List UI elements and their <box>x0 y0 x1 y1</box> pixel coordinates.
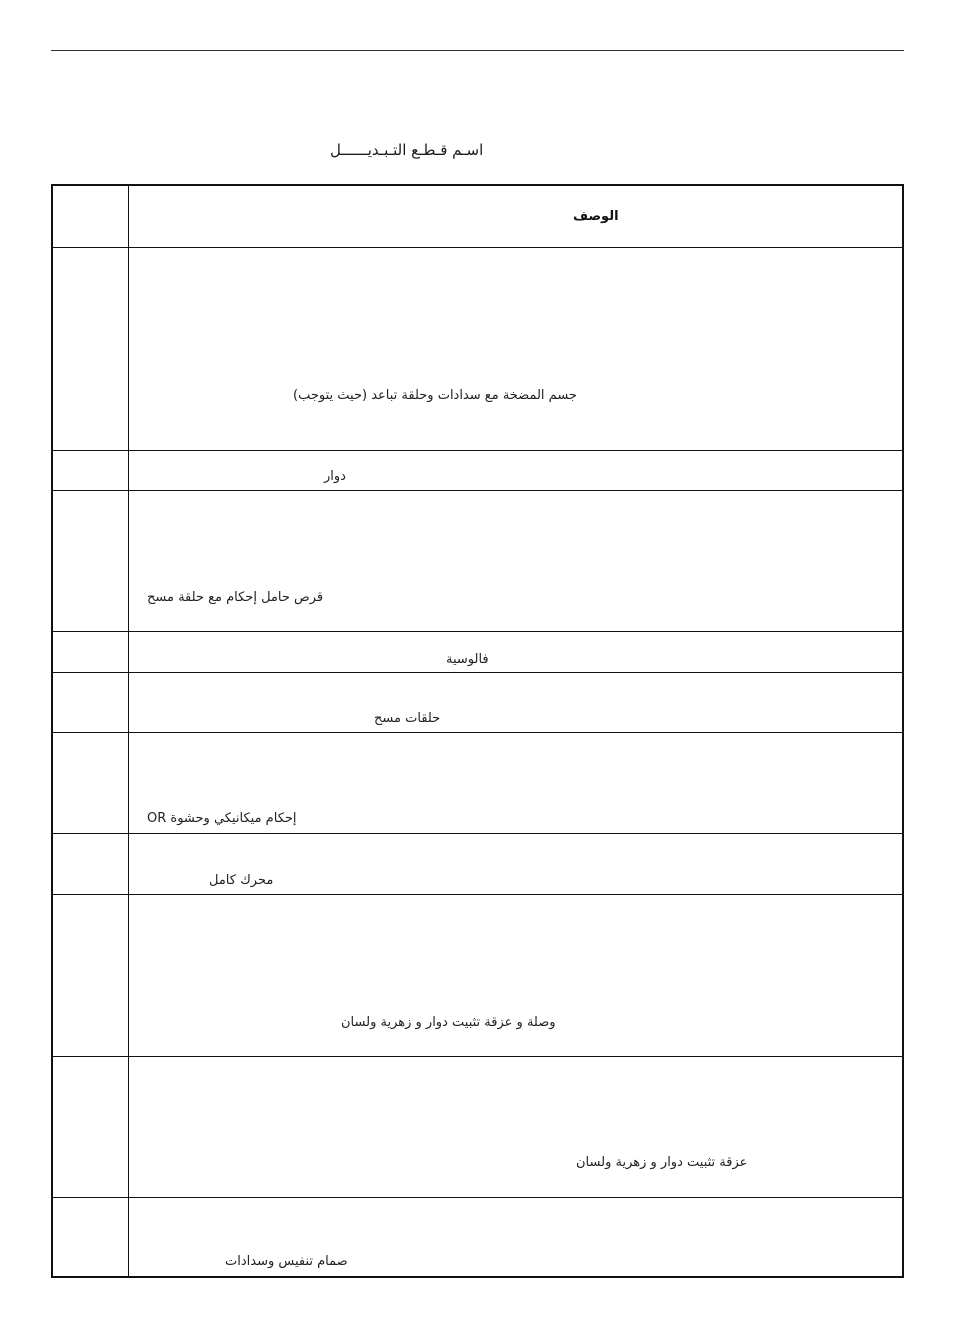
table-row-description: إحكام ميكانيكي وحشوة OR <box>147 811 297 826</box>
parts-table <box>51 184 904 1278</box>
column-divider <box>128 186 129 1276</box>
row-divider <box>53 672 902 673</box>
row-divider <box>53 450 902 451</box>
table-row-description: دوار <box>324 469 346 484</box>
table-row-description: وصلة و عزقة تثبيت دوار و زهرية ولسان <box>341 1015 556 1030</box>
row-divider <box>53 631 902 632</box>
table-row-description: عزقة تثبيت دوار و زهرية ولسان <box>576 1155 748 1170</box>
table-row-description: صمام تنفيس وسدادات <box>225 1254 348 1269</box>
page-title: اسـم قـطـع التـبـديــــــل <box>330 141 484 159</box>
row-divider <box>53 247 902 248</box>
row-divider <box>53 490 902 491</box>
row-divider <box>53 894 902 895</box>
row-divider <box>53 833 902 834</box>
header-description: الوصف <box>573 209 619 224</box>
row-divider <box>53 732 902 733</box>
row-divider <box>53 1056 902 1057</box>
table-row-description: محرك كامل <box>209 873 274 888</box>
row-divider <box>53 1197 902 1198</box>
top-rule <box>51 50 904 51</box>
table-row-description: فالوسية <box>446 652 489 667</box>
table-row-description: قرص حامل إحكام مع حلقة مسح <box>147 590 324 605</box>
table-row-description: جسم المضخة مع سدادات وحلقة تباعد (حيث يتوجب) <box>293 388 577 403</box>
table-row-description: حلقات مسح <box>374 711 441 726</box>
